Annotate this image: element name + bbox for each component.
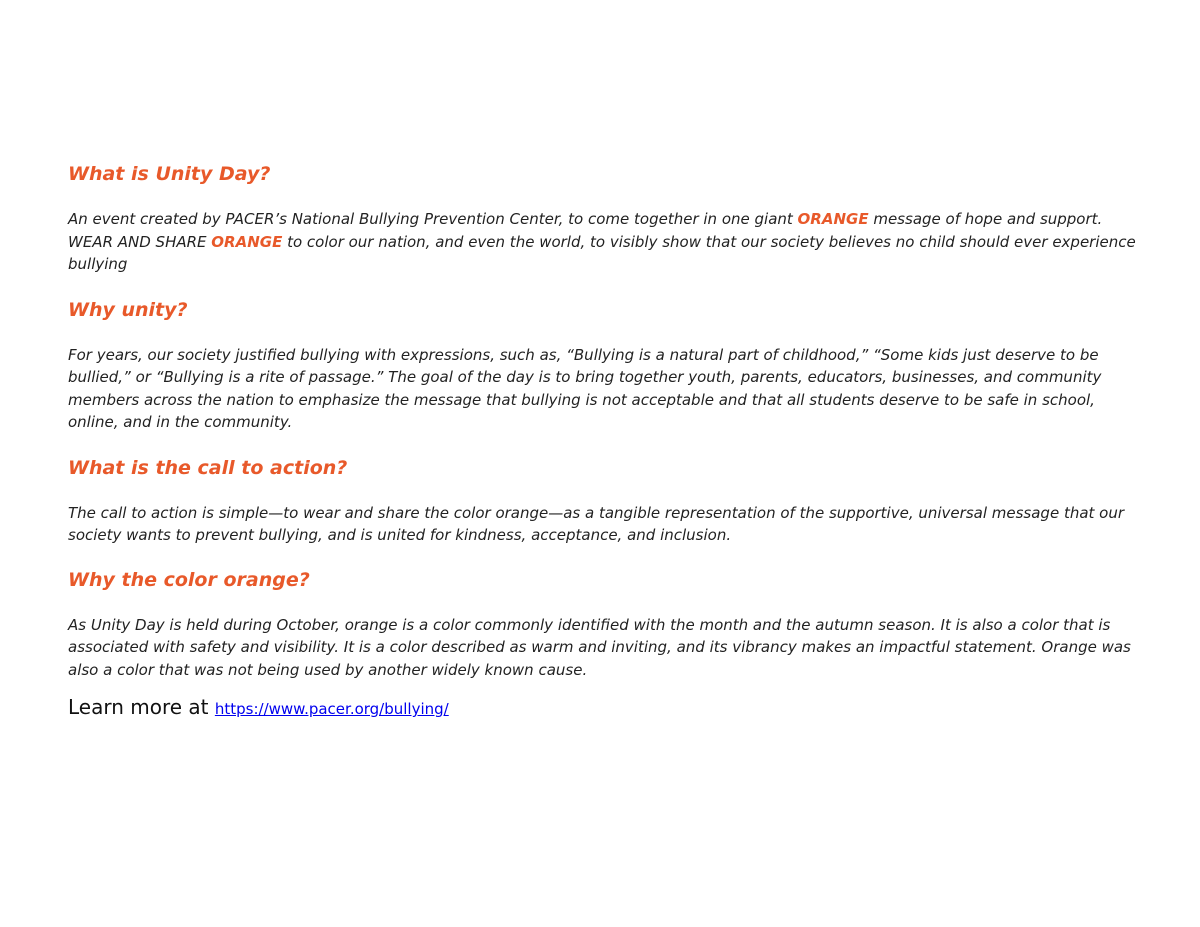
- learn-more-label: Learn more at: [68, 695, 215, 719]
- paragraph-why-orange: As Unity Day is held during October, orange is a color commonly identified with the month and the autumn season. It is also a color that is associated with safety and visibility. It is a color described as warm and inviting, and its vibrancy makes an impactful statement. Orange was also a color that was not being used by another widely known cause.: [68, 615, 1131, 679]
- document-body: [68, 160, 1148, 723]
- orange-highlight-word: ORANGE: [211, 232, 283, 251]
- paragraph-unity-day-text-c: to color our nation, and even the world, to visibly show that our society believes no child should ever experience bullying: [68, 232, 1136, 273]
- paragraph-unity-day: [68, 208, 1148, 276]
- learn-more-line: [68, 693, 1148, 723]
- paragraph-why-unity: For years, our society justified bullying with expressions, such as, “Bullying is a natural part of childhood,” “Some kids just deserve to be bullied,” or “Bullying is a rite of passage.” The goal of the day is to bring together youth, parents, educators, businesses, and community members across the nation to emphasize the message that bullying is not acceptable and that all students deserve to be safe in school, online, and in the community.: [68, 345, 1102, 431]
- heading-why-orange: Why the color orange?: [68, 568, 310, 591]
- paragraph-unity-day-text-a: An event created by PACER’s National Bullying Prevention Center, to come together in one giant: [68, 210, 798, 228]
- pacer-bullying-link[interactable]: https://www.pacer.org/bullying/: [214, 700, 449, 718]
- paragraph-call-to-action: The call to action is simple—to wear and share the color orange—as a tangible representation of the supportive, universal message that our society wants to prevent bullying, and is united for kindness, acceptance, and inclusion.: [68, 503, 1125, 544]
- heading-call-to-action: What is the call to action?: [68, 456, 348, 479]
- orange-highlight-word: ORANGE: [797, 210, 869, 228]
- paragraph-unity-day-text-b: message of hope and support. WEAR AND SHARE: [68, 210, 1103, 251]
- heading-why-unity: Why unity?: [68, 298, 188, 321]
- heading-what-is-unity-day: What is Unity Day?: [68, 163, 271, 185]
